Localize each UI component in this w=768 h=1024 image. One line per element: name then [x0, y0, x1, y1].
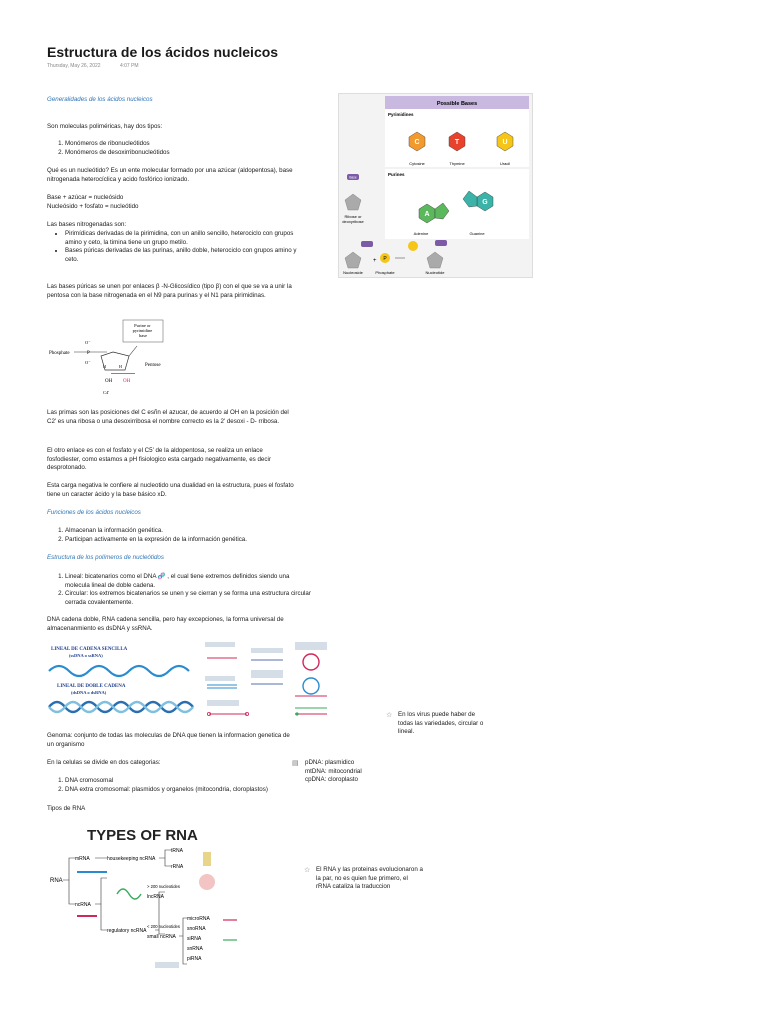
- page-date: Thursday, May 26, 2022: [47, 63, 101, 69]
- rna-node: snRNA: [187, 946, 203, 952]
- bases-intro: Las bases nitrogenadas son:: [47, 221, 127, 228]
- charge-text: Esta carga negativa le confiere al nucleotido una dualidad en la estructura, pues el fosfato tiene un caracter ácido y la base básico xD.: [47, 482, 294, 498]
- section-heading-funciones: Funciones de los ácidos nucleicos: [47, 509, 141, 516]
- thymine-name: Thymine: [449, 161, 465, 166]
- polymer-list: [47, 573, 315, 607]
- rna-node: tRNA: [171, 848, 183, 854]
- page-title: Estructura de los ácidos nucleicos: [47, 44, 279, 60]
- section-heading-estructura: Estructura de los polímeros de nucleótidos: [47, 554, 164, 561]
- svg-text:P: P: [87, 351, 90, 356]
- bases-list: [47, 230, 307, 264]
- sugar-label-2: deoxyribose: [342, 219, 364, 224]
- glycosidic-figure: [47, 318, 169, 400]
- list-item: 2. Circular: los extremos bicatenarios se unen y se cierran y se forma una estructura circular cerrada covalentemente.: [65, 590, 315, 607]
- list-item: 2. Monómeros de desoxirribonucleótidos: [65, 149, 315, 158]
- rna-root: RNA: [50, 878, 63, 884]
- equation-2: Nucleósido + fosfato = nucleótido: [47, 203, 139, 210]
- pin-icon: ☆: [386, 712, 393, 719]
- svg-text:H: H: [103, 364, 106, 369]
- list-item: 1. Lineal: bicatenarios como el DNA 🧬 , el cual tiene extremos definidos siendo una molecula lineal de doble cadena.: [65, 573, 315, 590]
- base-tag: Base: [349, 175, 357, 180]
- sidenote-rna-world: El RNA y las proteinas evolucionaron a la par, no es quien fue primero, el rRNA cataliza la traduccion: [316, 866, 423, 891]
- phosphate-letter: P: [383, 256, 387, 262]
- phospho-text: El otro enlace es con el fosfato y el C5' de la aldopentosa, se realiza un enlace fosfodiester, como estamos a pH fisiologico esta cargado negativamente, es decir desprotonado.: [47, 447, 271, 472]
- bases-header: Possible Bases: [436, 101, 478, 107]
- list-item: 1. Almacenan la información genética.: [65, 527, 315, 536]
- single-strand-sub: (ssDNA o ssRNA): [69, 653, 103, 658]
- pyrimidines-label: Pyrimidines: [388, 112, 414, 117]
- svg-text:O⁻: O⁻: [85, 340, 91, 345]
- equation-1: Base + azúcar = nucleósido: [47, 194, 124, 201]
- svg-text:O⁻: O⁻: [85, 360, 91, 365]
- uracil-letter: U: [502, 139, 508, 146]
- rna-node: < 200 nucleotides: [147, 924, 180, 929]
- rna-types-title: TYPES OF RNA: [87, 827, 198, 844]
- pentose-label: Pentose: [145, 363, 161, 368]
- guanine-letter: G: [482, 199, 488, 206]
- cell-intro: En la celulas se divide en dos categorias:: [47, 759, 161, 766]
- single-strand-title: LINEAL DE CADENA SENCILLA: [51, 647, 128, 652]
- rna-node: mRNA: [75, 856, 90, 862]
- nucleotide-label: Nucleotide: [425, 270, 445, 275]
- cytosine-letter: C: [414, 139, 420, 146]
- base-box-line: Purine or: [134, 323, 151, 328]
- rna-node: microRNA: [187, 916, 210, 922]
- rna-node: ncRNA: [75, 902, 91, 908]
- thymine-letter: T: [454, 139, 460, 146]
- rna-node: regulatory ncRNA: [107, 928, 147, 934]
- dna-variants-figure: [203, 640, 331, 724]
- list-item: 1. DNA cromosomal: [65, 777, 315, 786]
- cytosine-name: Cytosine: [409, 161, 425, 166]
- list-item: • Pirimídicas derivadas de la pirimidina, con un anillo sencillo, heterociclo con grupos amino y ceto, la timina tiene un grupo metilo.: [65, 230, 307, 247]
- rna-node: > 200 nucleotides: [147, 884, 180, 889]
- list-item: • Bases púricas derivadas de las purinas, anillo doble, heterociclo con grupos amino y ceto.: [65, 247, 307, 264]
- adenine-name: Adenine: [413, 231, 429, 236]
- oh-label-2: OH: [123, 379, 131, 384]
- phosphate-label: Phosphate: [375, 270, 395, 275]
- page-meta: [47, 63, 157, 69]
- pin-icon: ☆: [304, 867, 311, 874]
- c4-label: C4': [103, 390, 110, 395]
- section-heading-generalidades: Generalidades de los ácidos nucleicos: [47, 96, 153, 103]
- rna-types-figure: [47, 822, 243, 972]
- base-box-line: pyrimidine: [132, 328, 153, 333]
- list-item: 2. DNA extra cromosomal: plasmidos y organelos (mitocondria, cloroplastos): [65, 786, 315, 795]
- svg-text:H: H: [119, 364, 122, 369]
- nucleoside-label: Nucleoside: [343, 270, 363, 275]
- double-strand-title: LINEAL DE DOBLE CADENA: [57, 684, 126, 689]
- base-box-line: base: [139, 333, 147, 338]
- dna-rna-note: DNA cadena doble, RNA cadena sencilla, pero hay excepciones, la forma universal de almacenanmiento es dsDNA y ssRNA.: [47, 616, 284, 632]
- uracil-name: Uracil: [499, 161, 511, 166]
- page-time: 4:07 PM: [119, 63, 139, 69]
- types-list: [47, 140, 315, 157]
- rna-node: small ncRNA: [147, 934, 176, 940]
- plus-sign: +: [373, 258, 377, 264]
- rna-node: snoRNA: [187, 926, 206, 932]
- list-item: 2. Participan activamente en la expresión de la información genética.: [65, 536, 315, 545]
- purines-label: Purines: [388, 172, 405, 177]
- list-item: 1. Monómeros de ribonucleótidos: [65, 140, 315, 149]
- intro-text: Son moleculas poliméricas, hay dos tipos:: [47, 123, 163, 130]
- rna-node: piRNA: [187, 956, 202, 962]
- adenine-letter: A: [424, 211, 430, 218]
- dna-lineal-figure: [47, 643, 199, 721]
- double-strand-sub: (dsDNA o dsRNA): [71, 690, 107, 695]
- what-is-text: Qué es un nucleótido? Es un ente molecular formado por una azúcar (aldopentosa), base nitrogenada heterocíclica y acido fosfórico ionizado.: [47, 167, 293, 183]
- rna-node: rRNA: [171, 864, 184, 870]
- phosphate-label: Phosphate: [49, 351, 70, 356]
- rna-node: siRNA: [187, 936, 202, 942]
- rna-types-label: Tipos de RNA: [47, 805, 86, 812]
- rna-node: lncRNA: [147, 894, 164, 900]
- document-icon: ▤: [292, 760, 299, 767]
- sugar-label-1: Ribose or: [344, 214, 362, 219]
- genome-text: Genoma: conjunto de todas las moleculas de DNA que tienen la informacion genetica de un organismo: [47, 732, 290, 748]
- primes-text: Las primas son las posiciones del C esñn el azucar, de acuerdo al OH en la posición del C2' es una ribosa o una desoxirribosa el nombre correcto es la 2' desoxi - D- rribosa.: [47, 409, 289, 425]
- sidenote-plasmid: pDNA: plasmidico mtDNA: mitocondrial cpDNA: cloroplasto: [305, 759, 362, 784]
- functions-list: [47, 527, 315, 544]
- oh-label-1: OH: [105, 379, 113, 384]
- glycosidic-text: Las bases púricas se unen por enlaces β -N-Glicosídico (tipo β) con el que se va a unir la pentosa con la base nitrogenada en el N9 para purinas y el N1 para pirimidinas.: [47, 283, 292, 299]
- cell-list: [47, 777, 315, 794]
- sidenote-virus: En los virus puede haber de todas las variedades, circular o lineal.: [398, 711, 484, 736]
- rna-node: housekeeping ncRNA: [107, 856, 156, 862]
- guanine-name: Guanine: [469, 231, 485, 236]
- possible-bases-figure: [338, 93, 533, 278]
